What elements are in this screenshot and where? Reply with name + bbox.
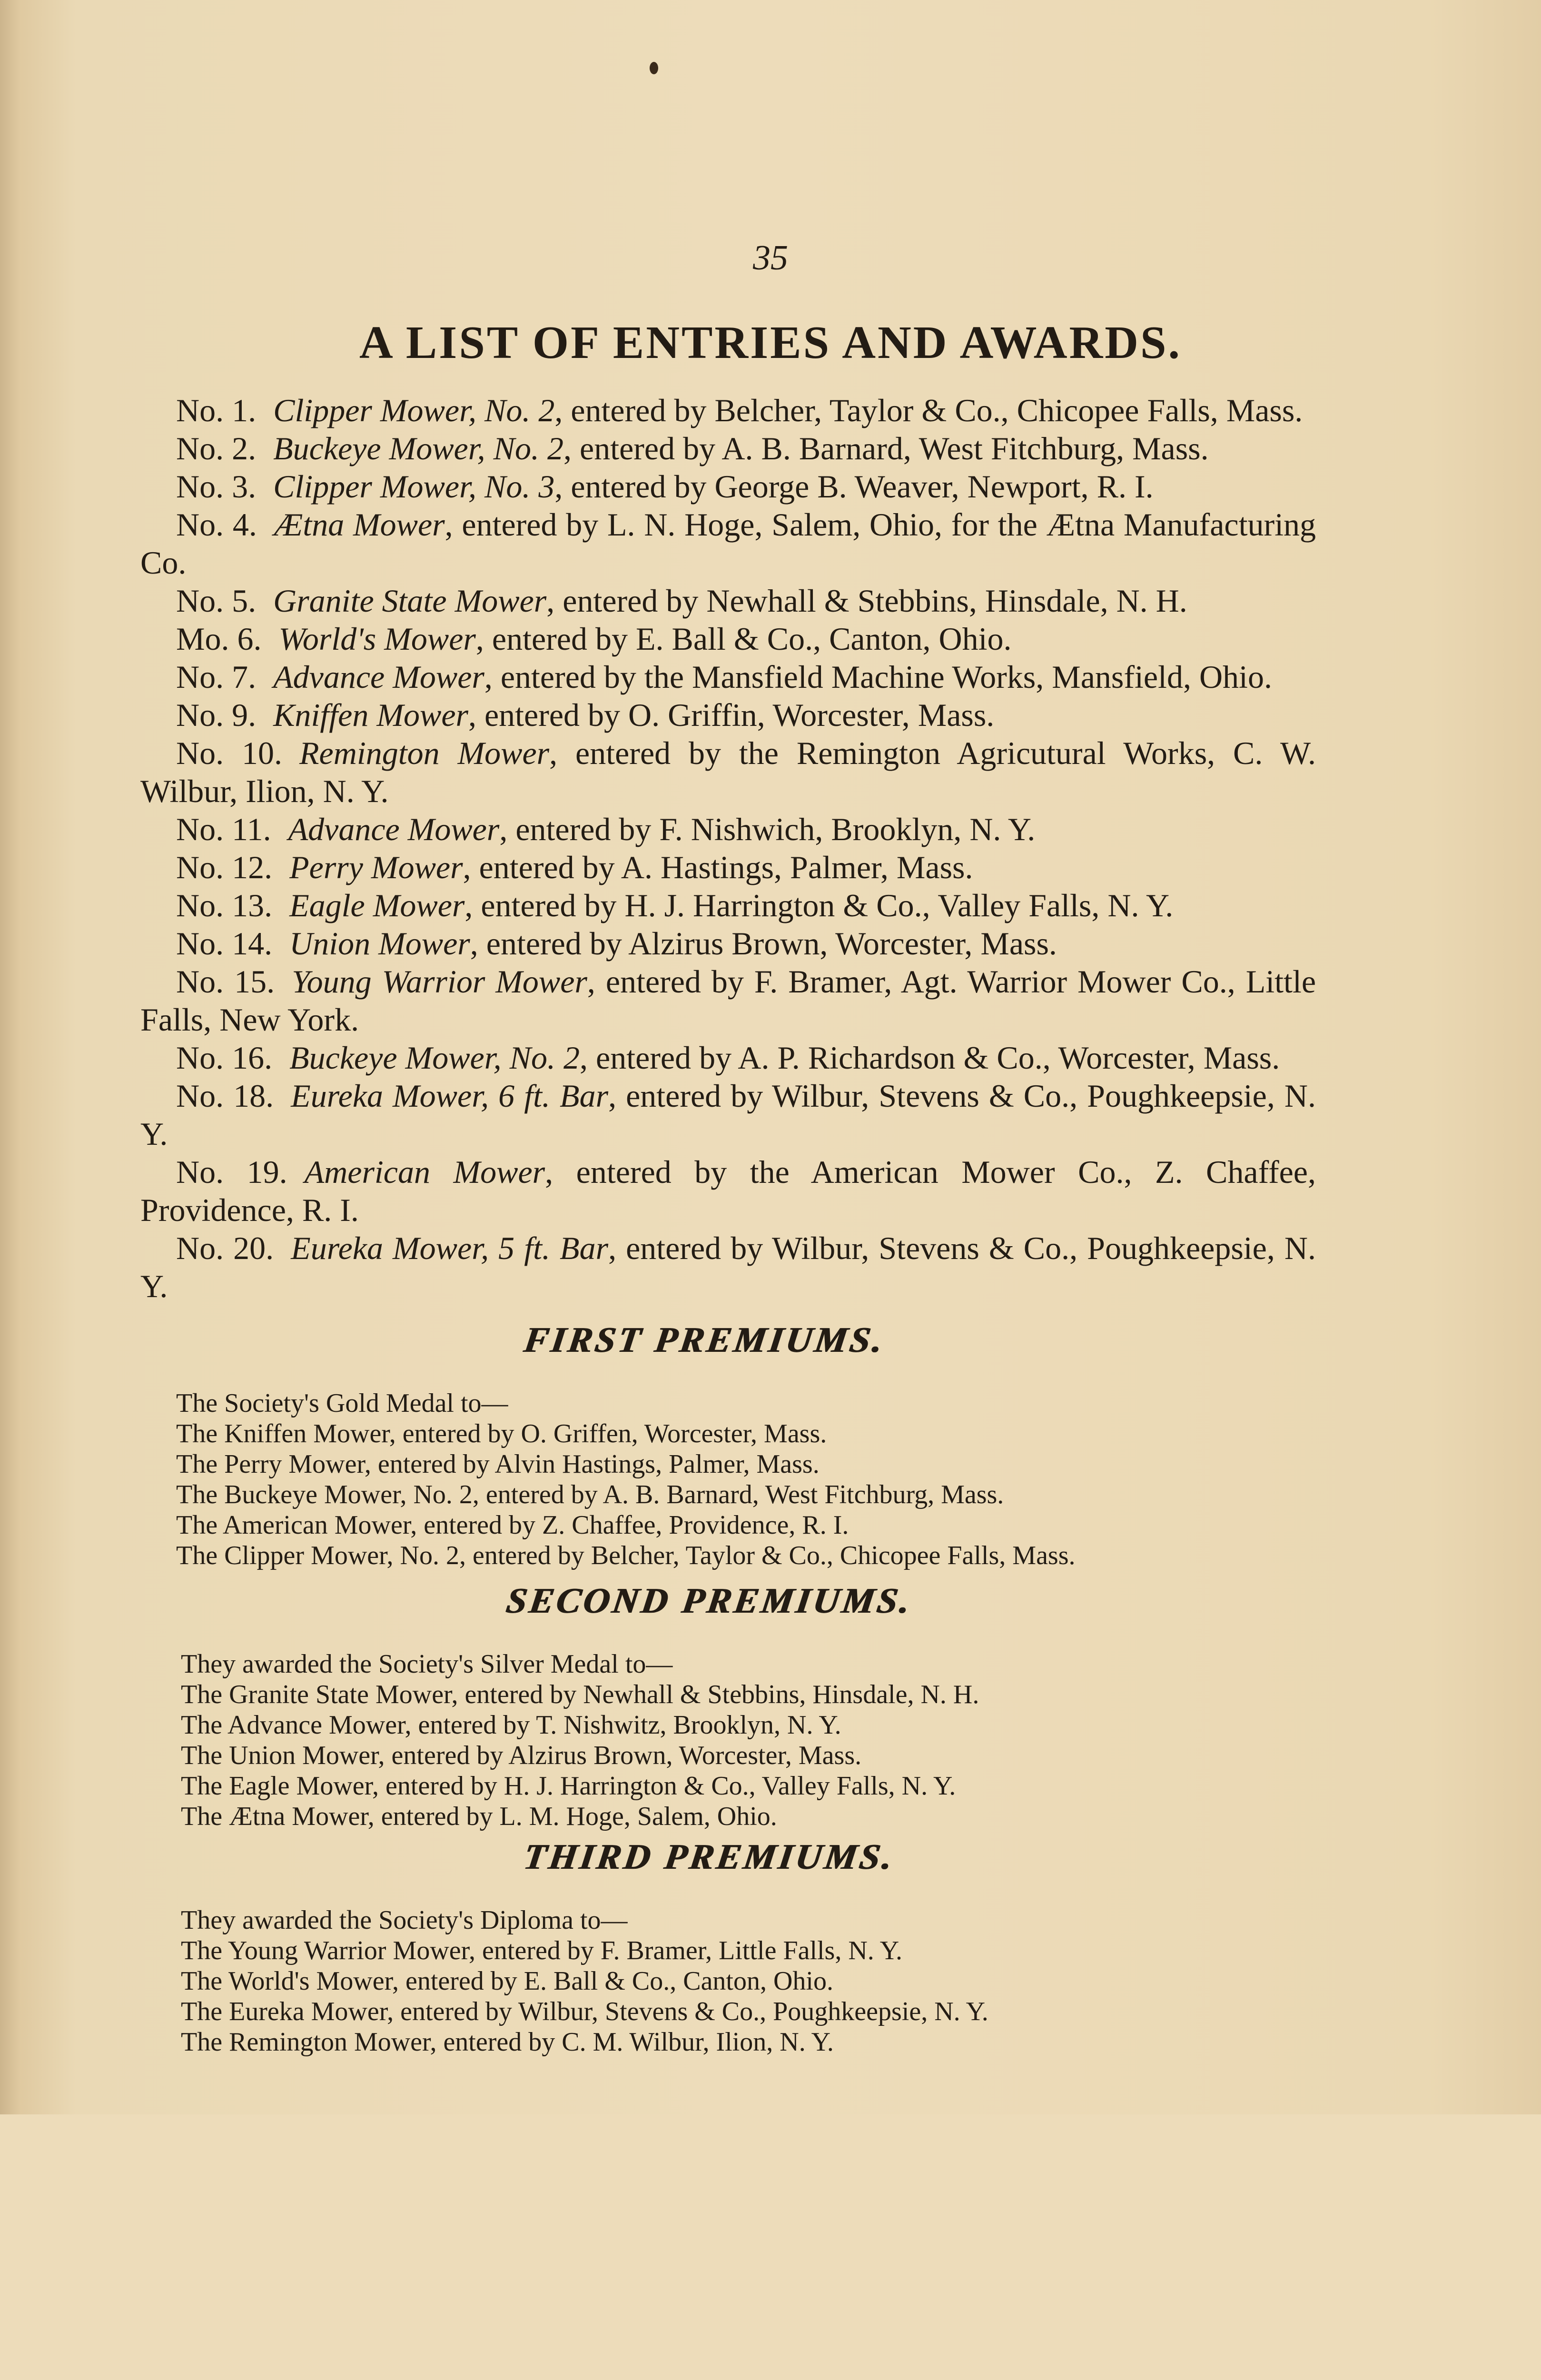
entry-mower-name: Advance Mower	[273, 659, 484, 695]
entry-item	[140, 506, 1316, 582]
entry-details: , entered by F. Bramer, Agt. Warrior Mower Co., Little Falls, New York.	[140, 963, 1316, 1038]
first-premiums-section	[176, 1319, 1328, 1571]
entry-details: , entered by the Remington Agricutural Works, C. W. Wilbur, Ilion, N. Y.	[140, 735, 1316, 809]
entry-details: , entered by Newhall & Stebbins, Hinsdale, N. H.	[546, 583, 1187, 619]
award-line: The Advance Mower, entered by T. Nishwitz, Brooklyn, N. Y.	[181, 1710, 841, 1740]
entry-mower-name: Eagle Mower	[289, 887, 465, 923]
award-line: The Eureka Mower, entered by Wilbur, Stevens & Co., Poughkeepsie, N. Y.	[181, 1997, 988, 2026]
award-line: The Ætna Mower, entered by L. M. Hoge, Salem, Ohio.	[181, 1802, 777, 1831]
award-line: The Clipper Mower, No. 2, entered by Belcher, Taylor & Co., Chicopee Falls, Mass.	[176, 1541, 1076, 1570]
entry-item	[140, 391, 1316, 429]
entry-details: , entered by O. Griffin, Worcester, Mass.	[468, 697, 995, 733]
award-lines	[181, 1649, 1333, 1832]
award-line: The Perry Mower, entered by Alvin Hastings, Palmer, Mass.	[176, 1449, 820, 1479]
entry-mower-name: Young Warrior Mower	[292, 963, 587, 1000]
entry-number: No. 16.	[176, 1040, 273, 1076]
entry-item	[140, 1039, 1316, 1077]
entry-details: , entered by F. Nishwich, Brooklyn, N. Y.	[499, 811, 1036, 847]
entry-number: No. 11.	[176, 811, 271, 847]
entry-mower-name: Remington Mower	[299, 735, 550, 771]
entry-details: , entered by Wilbur, Stevens & Co., Poughkeepsie, N. Y.	[140, 1230, 1316, 1304]
entry-number: No. 10.	[176, 735, 282, 771]
first-premiums-heading: FIRST PREMIUMS.	[521, 1320, 888, 1360]
award-line: The World's Mower, entered by E. Ball & Co., Canton, Ohio.	[181, 1966, 833, 1996]
entry-details: , entered by A. Hastings, Palmer, Mass.	[463, 849, 973, 885]
entry-item	[140, 429, 1316, 467]
award-line: The Young Warrior Mower, entered by F. Bramer, Little Falls, N. Y.	[181, 1936, 902, 1965]
entry-item	[140, 658, 1316, 696]
entry-number: No. 14.	[176, 925, 273, 962]
third-premiums-section	[181, 1835, 1333, 2057]
entry-mower-name: Kniffen Mower	[273, 697, 468, 733]
award-intro: The Society's Gold Medal to—	[176, 1388, 508, 1418]
entry-mower-name: Clipper Mower, No. 3	[273, 468, 555, 505]
entries-list	[140, 391, 1316, 1305]
entry-item	[140, 924, 1316, 962]
entry-details: , entered by the Mansfield Machine Works, Mansfield, Ohio.	[484, 659, 1272, 695]
entry-item	[140, 1229, 1316, 1305]
award-line: The American Mower, entered by Z. Chaffee, Providence, R. I.	[176, 1510, 849, 1540]
entry-number: No. 1.	[176, 392, 257, 428]
entry-item	[140, 467, 1316, 506]
second-premiums-heading: SECOND PREMIUMS.	[504, 1581, 915, 1621]
entry-details: , entered by H. J. Harrington & Co., Valley Falls, N. Y.	[464, 887, 1174, 923]
entry-item	[140, 848, 1316, 886]
award-line: The Remington Mower, entered by C. M. Wilbur, Ilion, N. Y.	[181, 2027, 834, 2057]
award-line: The Union Mower, entered by Alzirus Brown, Worcester, Mass.	[181, 1741, 862, 1770]
entry-number: No. 2.	[176, 430, 257, 466]
entry-mower-name: Advance Mower	[288, 811, 500, 847]
ink-spot	[650, 62, 658, 74]
award-line: The Eagle Mower, entered by H. J. Harrington & Co., Valley Falls, N. Y.	[181, 1771, 956, 1801]
entry-number: No. 5.	[176, 583, 257, 619]
entry-details: , entered by A. P. Richardson & Co., Worcester, Mass.	[580, 1040, 1280, 1076]
entry-mower-name: Eureka Mower, 5 ft. Bar	[291, 1230, 609, 1266]
award-lines	[176, 1388, 1328, 1571]
page-number: 35	[753, 238, 788, 278]
entry-mower-name: American Mower	[304, 1154, 545, 1190]
entry-mower-name: Union Mower	[289, 925, 470, 962]
entry-details: , entered by Alzirus Brown, Worcester, Mass.	[470, 925, 1057, 962]
entry-details: , entered by Belcher, Taylor & Co., Chicopee Falls, Mass.	[554, 392, 1303, 428]
entry-item	[140, 582, 1316, 620]
entry-item	[140, 962, 1316, 1039]
entry-number: No. 9.	[176, 697, 257, 733]
entry-number: No. 13.	[176, 887, 273, 923]
entry-item	[140, 1153, 1316, 1229]
entry-mower-name: Buckeye Mower, No. 2	[289, 1040, 580, 1076]
entry-number: Mo. 6.	[176, 621, 262, 657]
entry-details: , entered by L. N. Hoge, Salem, Ohio, for the Ætna Manufacturing Co.	[140, 506, 1316, 581]
entry-mower-name: Clipper Mower, No. 2	[273, 392, 555, 428]
page-title: A LIST OF ENTRIES AND AWARDS.	[359, 317, 1182, 368]
entry-number: No. 19.	[176, 1154, 287, 1190]
entry-mower-name: Ætna Mower	[274, 506, 445, 543]
entry-item	[140, 734, 1316, 810]
award-line: The Granite State Mower, entered by Newhall & Stebbins, Hinsdale, N. H.	[181, 1680, 979, 1709]
entry-mower-name: Eureka Mower, 6 ft. Bar	[291, 1078, 609, 1114]
entry-number: No. 12.	[176, 849, 273, 885]
entry-mower-name: World's Mower	[278, 621, 476, 657]
award-intro: They awarded the Society's Diploma to—	[181, 1905, 628, 1935]
entry-number: No. 20.	[176, 1230, 274, 1266]
entry-details: , entered by E. Ball & Co., Canton, Ohio.	[475, 621, 1012, 657]
entry-details: , entered by George B. Weaver, Newport, R. I.	[554, 468, 1154, 505]
entry-number: No. 18.	[176, 1078, 274, 1114]
second-premiums-section	[181, 1579, 1333, 1832]
entry-details: , entered by the American Mower Co., Z. Chaffee, Providence, R. I.	[140, 1154, 1316, 1228]
entry-details: , entered by Wilbur, Stevens & Co., Poughkeepsie, N. Y.	[140, 1078, 1316, 1152]
award-lines	[181, 1905, 1333, 2057]
entry-item	[140, 886, 1316, 924]
entry-number: No. 7.	[176, 659, 257, 695]
award-line: The Kniffen Mower, entered by O. Griffen, Worcester, Mass.	[176, 1419, 827, 1448]
award-intro: They awarded the Society's Silver Medal to—	[181, 1649, 673, 1679]
entry-mower-name: Buckeye Mower, No. 2	[273, 430, 564, 466]
entry-item	[140, 696, 1316, 734]
entry-mower-name: Perry Mower	[289, 849, 463, 885]
entry-details: , entered by A. B. Barnard, West Fitchburg, Mass.	[563, 430, 1209, 466]
third-premiums-heading: THIRD PREMIUMS.	[521, 1837, 898, 1877]
entry-number: No. 3.	[176, 468, 257, 505]
entry-item	[140, 620, 1316, 658]
entry-mower-name: Granite State Mower	[273, 583, 547, 619]
entry-number: No. 4.	[176, 506, 257, 543]
entry-number: No. 15.	[176, 963, 275, 1000]
award-line: The Buckeye Mower, No. 2, entered by A. B. Barnard, West Fitchburg, Mass.	[176, 1480, 1004, 1509]
entry-item	[140, 810, 1316, 848]
entry-item	[140, 1077, 1316, 1153]
